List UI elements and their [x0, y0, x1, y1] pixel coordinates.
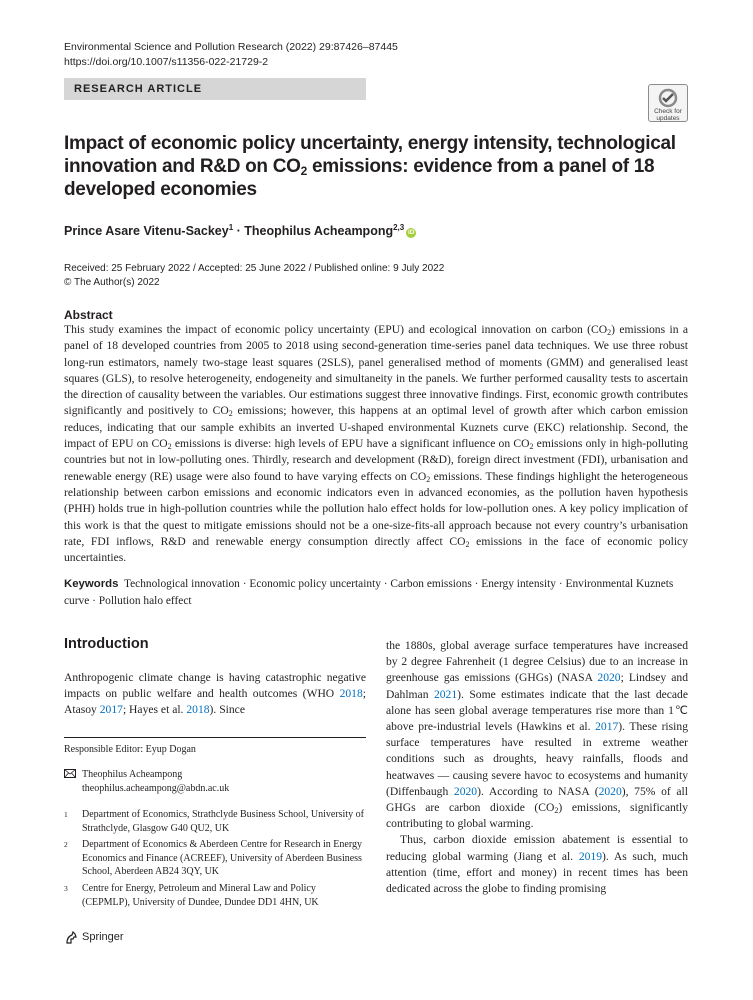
affiliation-number: 3	[64, 884, 68, 893]
article-title	[64, 132, 684, 201]
citation-link[interactable]: 2017	[99, 703, 123, 717]
check-updates-line1: Check for	[654, 108, 682, 115]
citation-link[interactable]: 2018	[339, 687, 363, 701]
affiliation-text: Department of Economics & Aberdeen Centre for Research in Energy Economics and Finance (ACREEF), University of Aberdeen Business School, Aberdeen AB24 3QY, UK	[82, 839, 362, 877]
history-dates: Received: 25 February 2022 / Accepted: 25 June 2022 / Published online: 9 July 2022	[64, 263, 445, 274]
author-name[interactable]: Prince Asare Vitenu-Sackey	[64, 224, 229, 239]
intro-paragraph: the 1880s, global average surface temperatures have increased by 2 degree Fahrenheit (1 degree Celsius) due to an increase in greenhouse gas emissions (GHGs) (NASA 2020; Lindsey and Dahlman 2021). Some estimates indicate that the last decade alone has seen global average temperatures rise more than 1℃ above pre-industrial levels (Hawkins et al. 2017). These rising surface temperatures have resulted in extreme weather conditions such as droughts, heavy rainfalls, floods and heatwaves — causing severe havoc to ecosystems and humanity (Diffenbaugh 2020). According to NASA (2020), 75% of all GHGs are carbon dioxide $(CO_2)$ emissions, significantly contributing to global warming.	[386, 639, 688, 831]
journal-header	[64, 40, 398, 70]
responsible-editor: Responsible Editor: Eyup Dogan	[64, 744, 196, 755]
abstract-heading: Abstract	[64, 308, 113, 322]
citation-link[interactable]: 2017	[595, 720, 619, 734]
contact-name: Theophilus Acheampong	[82, 769, 183, 780]
corresponding-author	[64, 768, 364, 795]
article-dates	[64, 262, 444, 290]
title-part-2: emissions: evidence from a panel of 18 developed economies	[64, 156, 655, 200]
affiliation-2	[64, 838, 364, 879]
author-affiliation-mark: 2,3	[393, 223, 405, 232]
citation-link[interactable]: 2019	[578, 849, 603, 863]
author-name[interactable]: Theophilus Acheampong	[244, 224, 394, 239]
affiliation-3	[64, 882, 364, 909]
affiliation-text: Department of Economics, Strathclyde Business School, University of Strathclyde, Glasgow G40 QU2, UK	[82, 809, 364, 834]
author-separator: ·	[233, 224, 245, 239]
journal-citation: Environmental Science and Pollution Research (2022) 29:87426–87445	[64, 41, 398, 53]
keywords-list: Technological innovation · Economic policy uncertainty · Carbon emissions · Energy intensity · Environmental Kuznets curve · Pollution halo effect	[64, 578, 674, 607]
publisher-name: Springer	[82, 931, 124, 943]
envelope-icon	[64, 769, 76, 778]
keywords	[64, 576, 688, 609]
affiliation-1	[64, 808, 364, 835]
citation-link[interactable]: 2020	[597, 671, 621, 685]
intro-paragraph: Thus, carbon dioxide emission abatement is essential to reducing global warming (Jiang et al. 2019). As such, much attention (time, effort and money) in recent times has been dedicated across the globe to finding promising	[386, 833, 689, 896]
footnote-divider	[64, 737, 366, 738]
title-subscript: 2	[300, 164, 307, 178]
affiliation-number: 2	[64, 840, 68, 849]
article-type-banner: RESEARCH ARTICLE	[64, 78, 366, 100]
check-for-updates-badge[interactable]	[648, 84, 688, 122]
contact-email[interactable]: theophilus.acheampong@abdn.ac.uk	[82, 782, 230, 794]
citation-link[interactable]: 2020	[453, 784, 478, 798]
title-part-1: Impact of economic policy uncertainty, energy intensity, technological innovation and R&D on CO	[64, 133, 676, 177]
copyright-line: © The Author(s) 2022	[64, 277, 160, 288]
citation-link[interactable]: 2020	[598, 784, 622, 798]
intro-paragraph-right	[386, 638, 688, 897]
section-heading-introduction: Introduction	[64, 636, 149, 652]
citation-link[interactable]: 2021	[433, 687, 458, 701]
citation-link[interactable]: 2018	[186, 703, 210, 717]
springer-horse-icon	[64, 930, 78, 944]
keywords-label: Keywords	[64, 578, 119, 590]
check-updates-icon	[657, 88, 679, 108]
page-footer	[64, 930, 124, 944]
author-list	[64, 223, 416, 238]
orcid-icon[interactable]: iD	[407, 229, 415, 237]
affiliation-number: 1	[64, 810, 68, 819]
abstract-text: This study examines the impact of economic policy uncertainty (EPU) and ecological innovation on carbon $(CO_2)$ emissions in a panel of 18 developed countries from 2005 to 2018 using second-generation time-series panel data techniques. We use three robust long-run estimators, namely two-stage least squares (2SLS), panel generalised method of moments (GMM) and generalised least squares (GLS), to resolve heterogeneity, endogeneity and simultaneity in the panels. We further performed causality tests to ascertain the direction of causality between the variables. Our estimations suggest three innovative findings. First, economic growth contributes significantly and positively to $CO_2$ emissions; however, this happens at an optimal level of growth after which carbon emission reduces, indicating that our sample exhibits an inverted U-shaped environmental Kuznets curve (EKC) relationship. Second, the impact of EPU on $CO_2$ emissions is diverse: high levels of EPU have a significant influence on $CO_2$ emissions only in high-polluting countries but not in low-polluting ones. Thirdly, research and development (R&D), foreign direct investment (FDI), urbanisation and renewable energy (RE) usage were also found to have varying effects on $CO_2$ emissions. These findings highlight the heterogeneous relationship between carbon emissions and economic indicators even in advanced economies, as the pollution haven hypothesis (PHH) holds true in high-pollution countries while the pollution halo effect holds for low-pollution ones. A key policy implication of this work is that the quest to mitigate emissions should not be a one-size-fits-all approach because not every country’s urbanisation rate, FDI inflows, R&D and renewable energy consumption directly affect $CO_2$ emissions in the face of economic policy uncertainties.	[64, 323, 688, 565]
check-updates-line2: updates	[656, 115, 680, 122]
intro-paragraph-left: Anthropogenic climate change is having catastrophic negative impacts on public welfare and health outcomes (WHO 2018; Atasoy 2017; Hayes et al. 2018). Since	[64, 671, 366, 717]
affiliation-text: Centre for Energy, Petroleum and Mineral Law and Policy (CEPMLP), University of Dundee, Dundee DD1 4HN, UK	[82, 883, 319, 908]
doi-link[interactable]: https://doi.org/10.1007/s11356-022-21729-2	[64, 56, 269, 68]
author-affiliation-mark: 1	[228, 223, 234, 232]
